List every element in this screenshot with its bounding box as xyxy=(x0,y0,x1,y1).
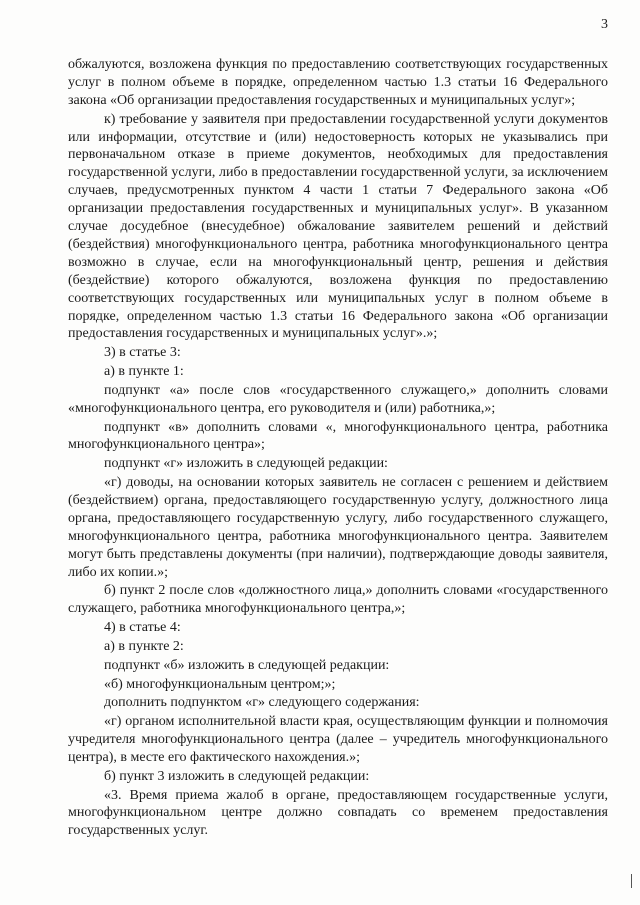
paragraph: а) в пункте 2: xyxy=(104,638,184,654)
paragraph: к) требование у заявителя при предоставлении государственной услуги документов или информации, отсутствие и (или) недостоверность которых не указывались при первоначальном отказе в приеме документов, необходимых для предоставления государственной услуги, либо в предоставлении государственной услуги, за исключением случаев, предусмотренных пунктом 4 части 1 статьи 7 Федерального закона «Об организации предоставления государственных и муниципальных услуг». В указанном случае досудебное (внесудебное) обжалование заявителем решений и действий (бездействия) многофункционального центра, работника многофункционального центра возможно в случае, если на многофункциональный центр, решения и действия (бездействие) которого обжалуются, возложена функция по предоставлению соответствующих государственных или муниципальных услуг в полном объеме в порядке, определенном частью 1.3 статьи 16 Федерального закона «Об организации предоставления государственных и муниципальных услуг».»; xyxy=(68,111,608,342)
paragraph: подпункт «а» после слов «государственного служащего,» дополнить словами «многофункционального центра, его руководителя и (или) работника,»; xyxy=(68,382,608,416)
paragraph: б) пункт 2 после слов «должностного лица,» дополнить словами «государственного служащего, работника многофункционального центра,»; xyxy=(68,583,608,617)
paragraph: подпункт «в» дополнить словами «, многофункционального центра, работника многофункционального центра»; xyxy=(68,419,608,453)
paragraph: «3. Время приема жалоб в органе, предоставляющем государственные услуги, многофункциональном центре должно совпадать со временем предоставления государственных услуг. xyxy=(68,787,608,839)
page-number: 3 xyxy=(601,17,608,32)
paragraph: «г) доводы, на основании которых заявитель не согласен с решением и действием (бездействием) органа, предоставляющего государственную услугу, должностного лица органа, предоставляющего государственную услугу, либо государственного служащего, многофункционального центра, работника многофункционального центра. Заявителем могут быть представлены документы (при наличии), подтверждающие доводы заявителя, либо их копии.»; xyxy=(68,475,608,580)
scan-edge-mark xyxy=(631,874,632,888)
paragraph: а) в пункте 1: xyxy=(104,364,184,380)
paragraph: б) пункт 3 изложить в следующей редакции: xyxy=(104,768,370,784)
document-body xyxy=(68,56,608,841)
paragraph: подпункт «б» изложить в следующей редакции: xyxy=(104,657,390,673)
paragraph: дополнить подпунктом «г» следующего содержания: xyxy=(104,695,420,711)
paragraph: подпункт «г» изложить в следующей редакции: xyxy=(104,456,388,472)
paragraph: 4) в статье 4: xyxy=(104,620,181,636)
paragraph: обжалуются, возложена функция по предоставлению соответствующих государственных услуг в полном объеме в порядке, определенном частью 1.3 статьи 16 Федерального закона «Об организации предоставления государственных и муниципальных услуг»; xyxy=(68,57,608,108)
paragraph: «б) многофункциональным центром;»; xyxy=(104,676,336,692)
paragraph: 3) в статье 3: xyxy=(104,345,181,361)
paragraph: «г) органом исполнительной власти края, осуществляющим функции и полномочия учредителя многофункционального центра (далее – учредитель многофункционального центра), в месте его фактического нахождения.»; xyxy=(68,714,608,765)
